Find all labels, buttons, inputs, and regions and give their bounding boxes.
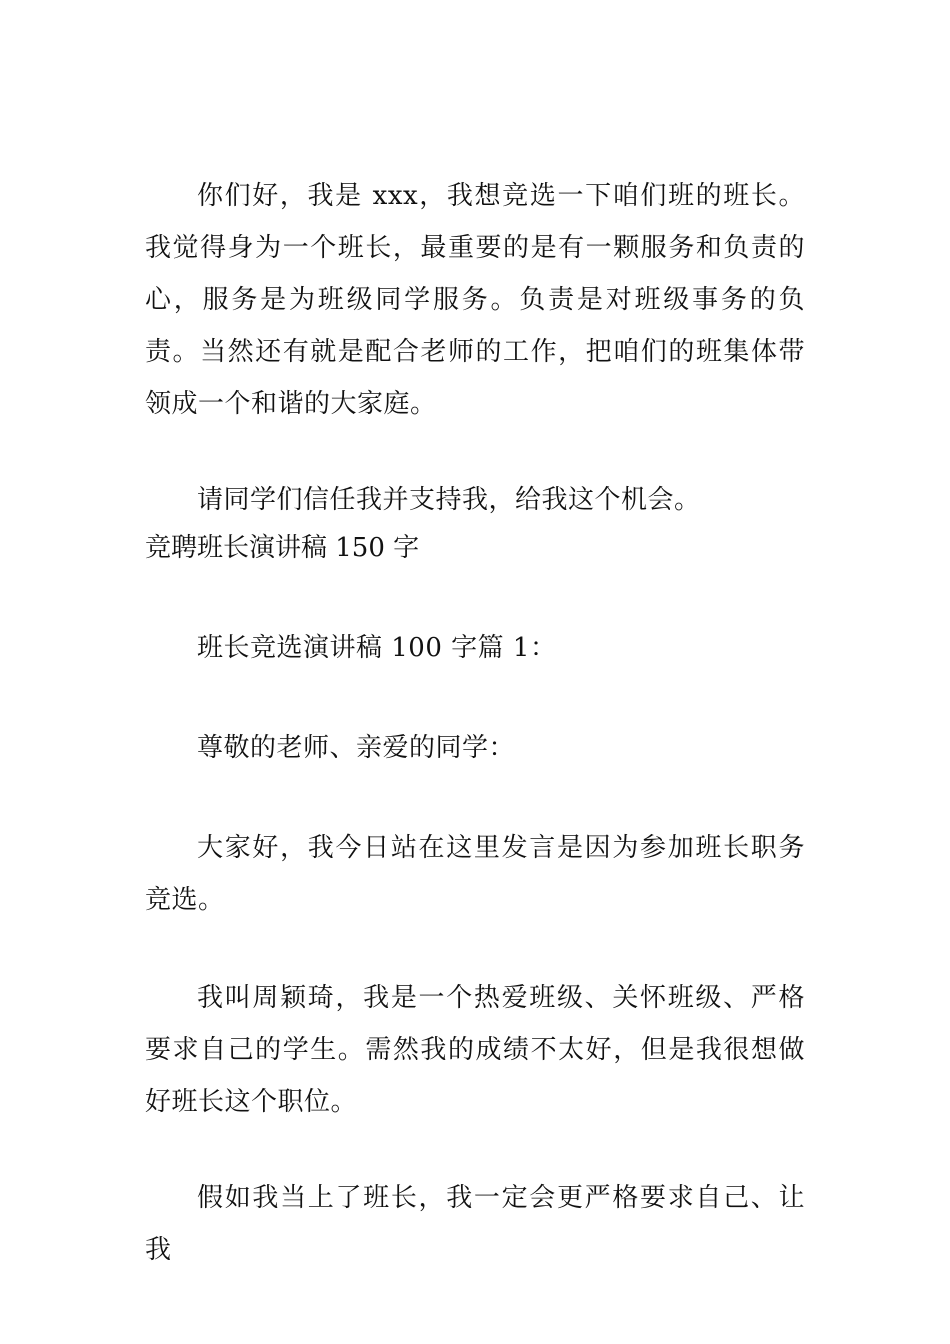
section-title: 竞聘班长演讲稿 150 字 xyxy=(145,533,420,563)
paragraph-promise: 假如我当上了班长，我一定会更严格要求自己、让我 xyxy=(145,1183,805,1265)
paragraph-intro: 你们好，我是 xxx，我想竞选一下咱们班的班长。我觉得身为一个班长，最重要的是有一颗服务和负责的心，服务是为班级同学服务。负责是对班级事务的负责。当然还有就是配合老师的工作，把咱们的班集体带领成一个和谐的大家庭。 xyxy=(145,181,805,419)
paragraph-request: 请同学们信任我并支持我，给我这个机会。 xyxy=(197,485,701,515)
paragraph-self-intro: 我叫周颖琦，我是一个热爱班级、关怀班级、严格要求自己的学生。需然我的成绩不太好，但是我很想做好班长这个职位。 xyxy=(145,983,805,1117)
paragraph-opening: 大家好，我今日站在这里发言是因为参加班长职务竞选。 xyxy=(145,833,805,915)
paragraph-speech-title: 班长竞选演讲稿 100 字篇 1： xyxy=(197,633,557,663)
paragraph-greeting: 尊敬的老师、亲爱的同学： xyxy=(197,733,516,763)
